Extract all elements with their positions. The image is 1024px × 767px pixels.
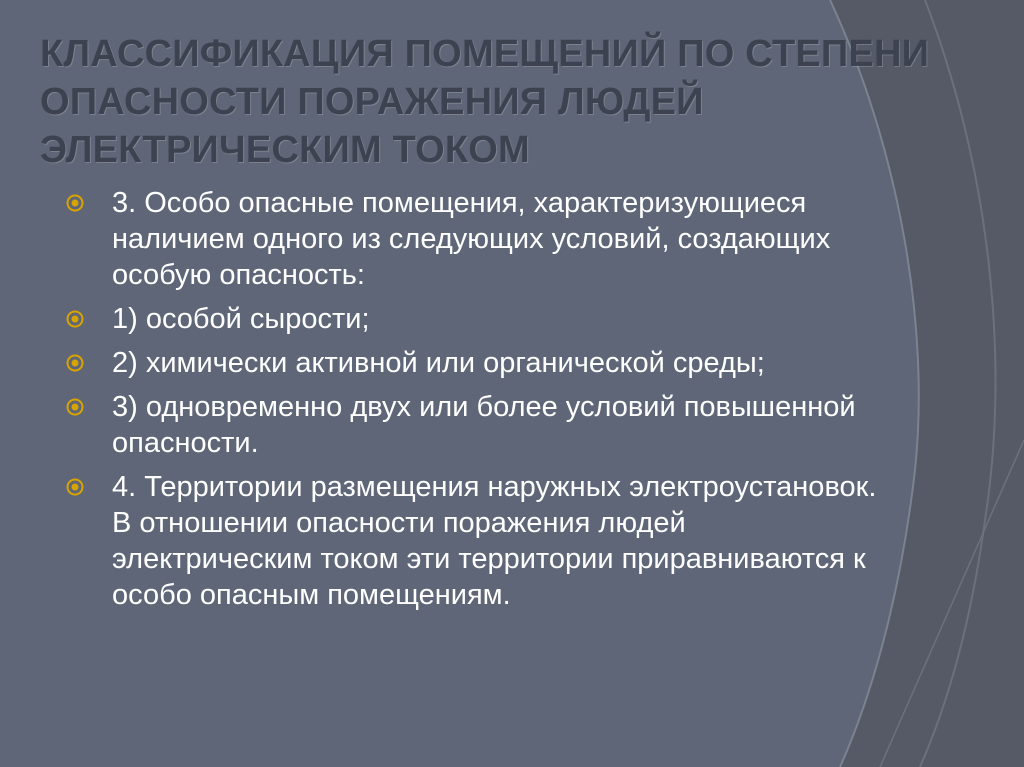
bullet-text: 3) одновременно двух или более условий повышенной опасности. — [112, 391, 856, 459]
circle-bullet-icon — [66, 194, 84, 212]
slide-content — [66, 185, 886, 621]
bullet-item-2 — [66, 301, 886, 337]
circle-bullet-icon — [66, 310, 84, 328]
bullet-item-1 — [66, 185, 886, 293]
bullet-item-3 — [66, 345, 886, 381]
circle-bullet-icon — [66, 398, 84, 416]
bullet-item-4 — [66, 389, 886, 461]
bullet-item-5 — [66, 469, 886, 613]
circle-bullet-icon — [66, 478, 84, 496]
bullet-list — [66, 185, 886, 613]
bullet-text: 1) особой сырости; — [112, 303, 370, 335]
bullet-text: 3. Особо опасные помещения, характеризующиеся наличием одного из следующих условий, создающих особую опасность: — [112, 187, 831, 291]
bullet-text: 4. Территории размещения наружных электроустановок. В отношении опасности поражения людей электрическим током эти территории приравниваются к особо опасным помещениям. — [112, 471, 877, 611]
slide-title: КЛАССИФИКАЦИЯ ПОМЕЩЕНИЙ ПО СТЕПЕНИ ОПАСНОСТИ ПОРАЖЕНИЯ ЛЮДЕЙ ЭЛЕКТРИЧЕСКИМ ТОКОМ — [40, 33, 930, 171]
bullet-text: 2) химически активной или органической среды; — [112, 347, 765, 379]
circle-bullet-icon — [66, 354, 84, 372]
